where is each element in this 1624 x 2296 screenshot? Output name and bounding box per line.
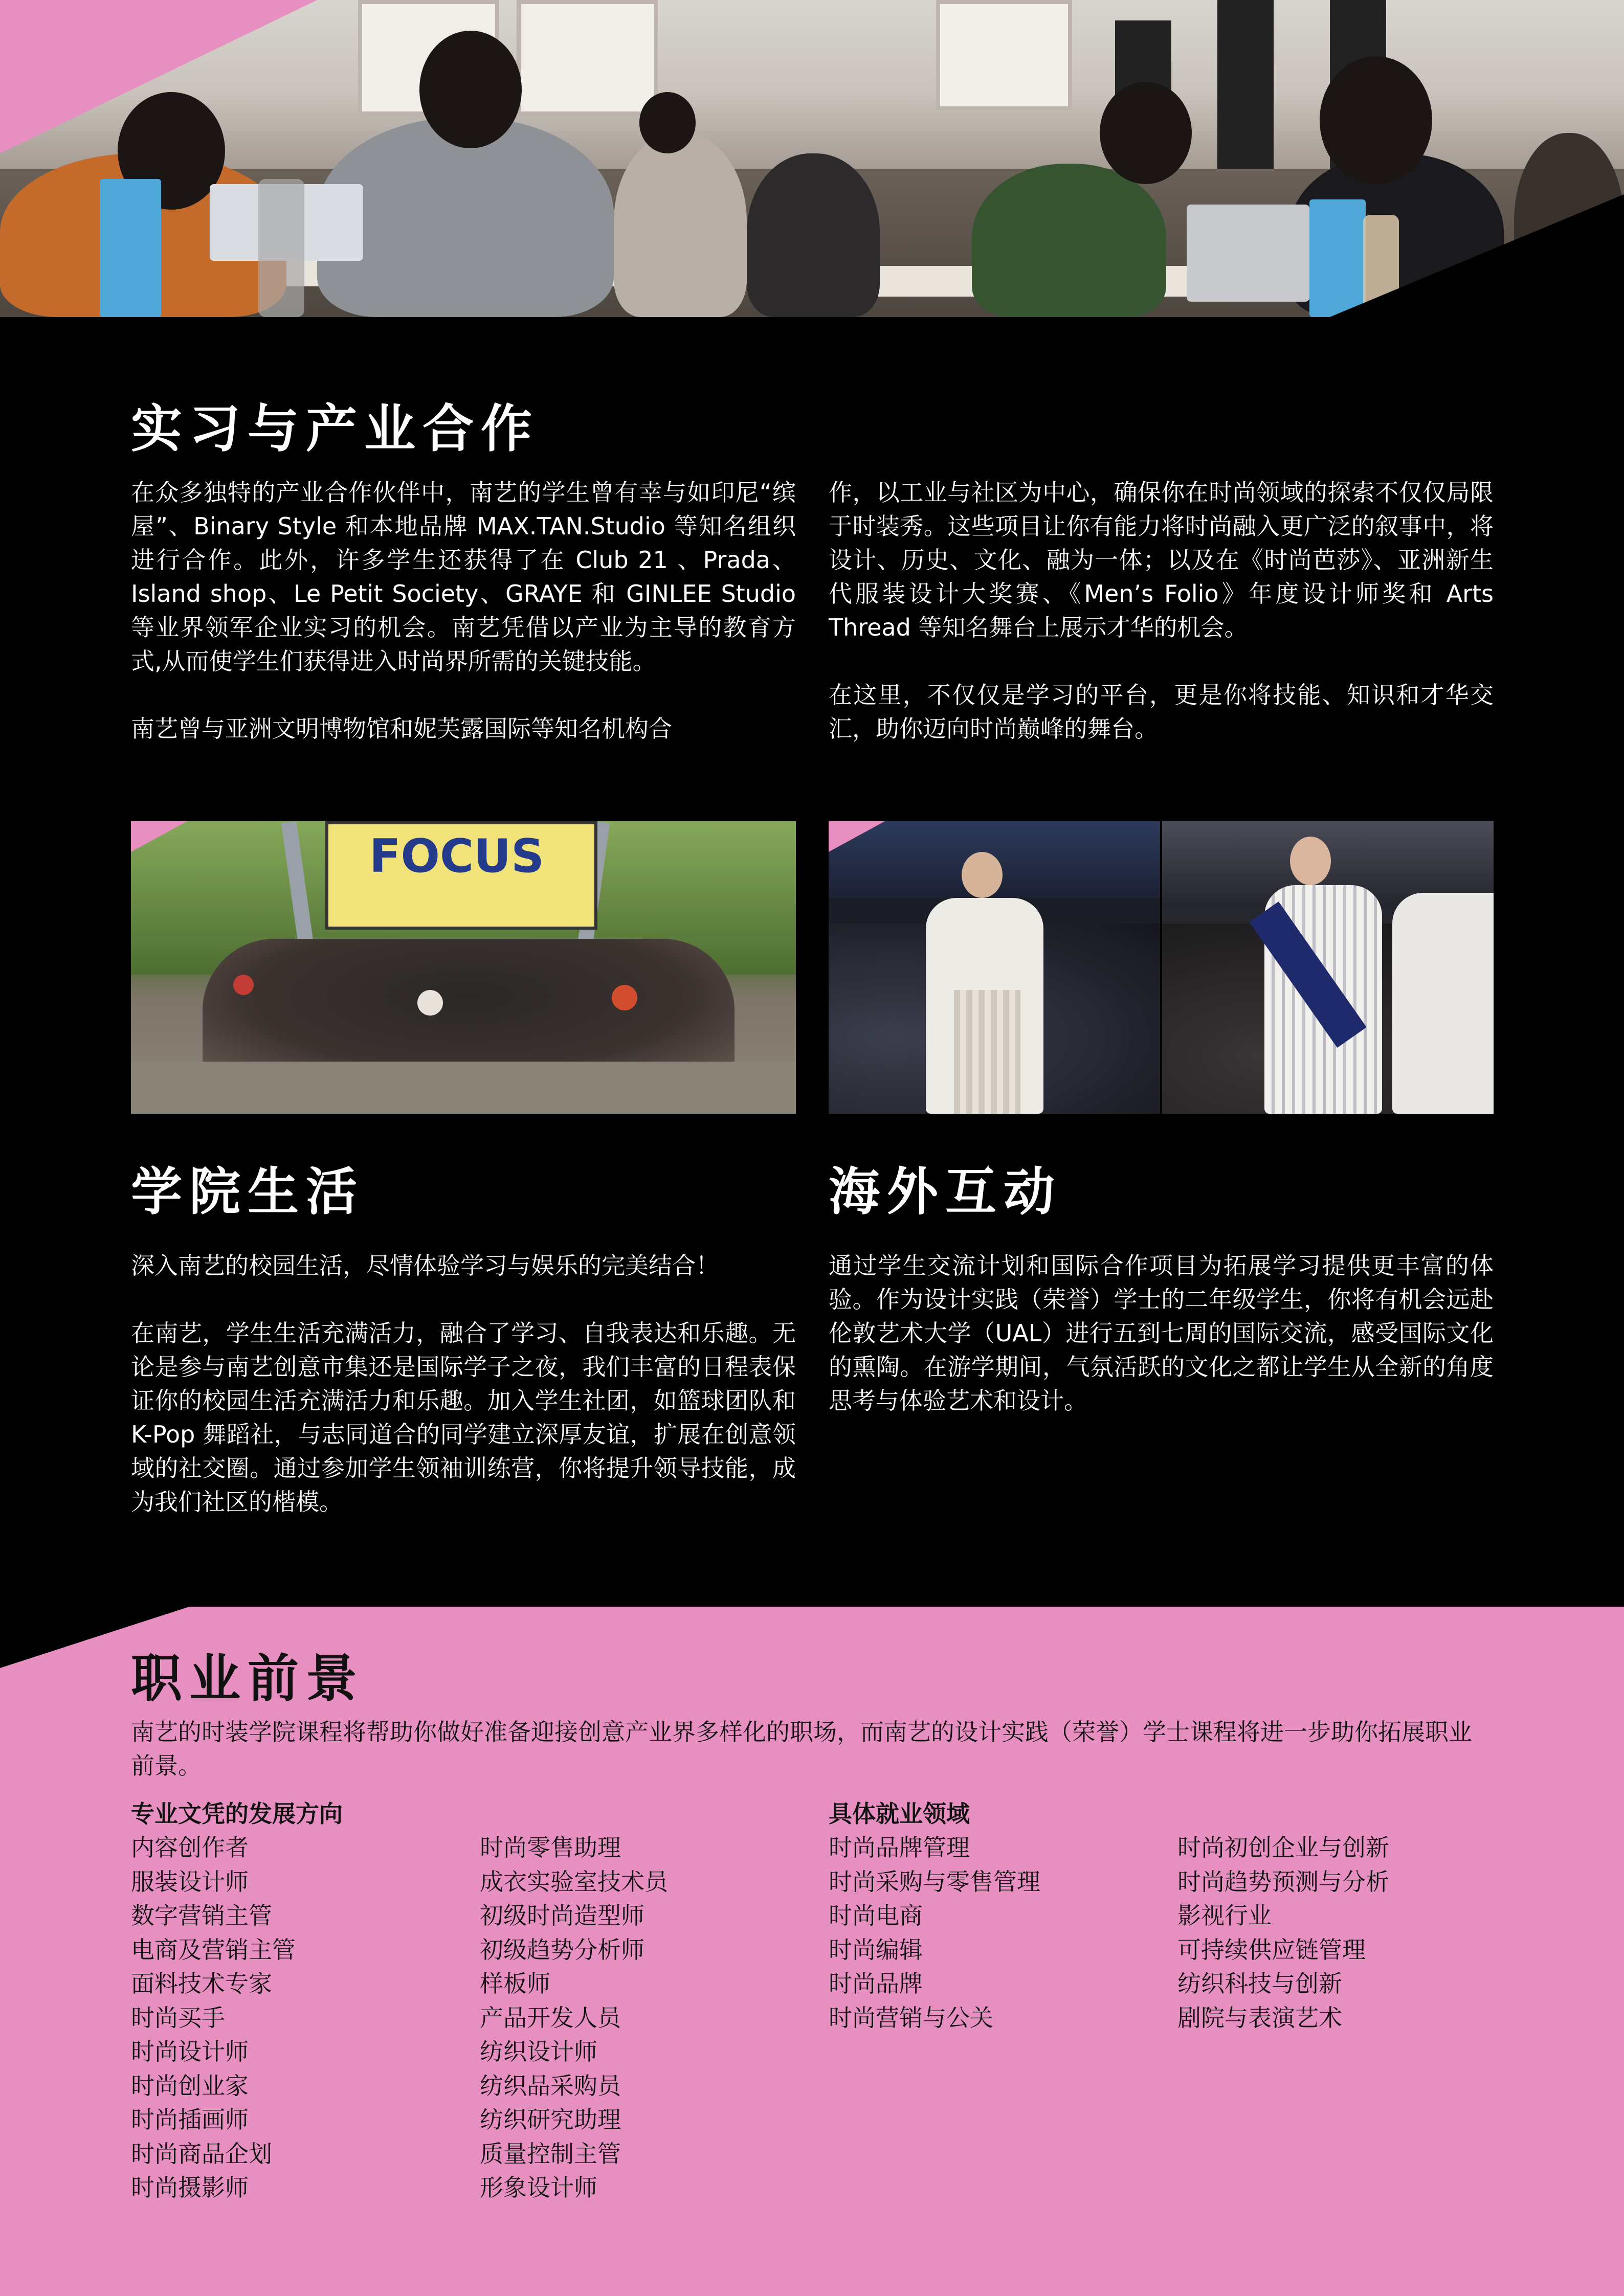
employment-list-2 [1177,1831,1495,2035]
overseas-body [829,1249,1494,1451]
fashion-show-photo-1 [829,821,1160,1114]
list-item: 产品开发人员 [480,2004,621,2032]
list-item: 时尚插画师 [131,2106,249,2133]
employment-heading: 具体就业领域 [829,1800,970,1828]
list-item: 时尚摄影师 [131,2174,249,2201]
list-item: 时尚采购与零售管理 [829,1867,1040,1896]
internship-paragraph: 在众多独特的产业合作伙伴中，南艺的学生曾有幸与如印尼“缤屋”、Binary Style 和本地品牌 MAX.TAN.Studio 等知名组织进行合作。此外，许多学生还获得了在 Club 21 、Prada、Island shop、Le Petit Society、GRAYE 和 GINLEE Studio 等业界领军企业实习的机会。南艺凭借以产业为主导的教育方式,从而使学生们获得进入时尚界所需的关键技能。 [131,479,796,675]
career-section [0,1607,1624,2296]
overseas-paragraph: 通过学生交流计划和国际合作项目为拓展学习提供更丰富的体验。作为设计实践（荣誉）学士的二年级学生，你将有机会远赴伦敦艺术大学（UAL）进行五到七周的国际交流，感受国际文化的熏陶。在游学期间，气氛活跃的文化之都让学生从全新的角度思考与体验艺术和设计。 [829,1252,1494,1414]
diploma-list-2 [480,1831,797,2205]
fashion-show-photo-2 [1162,821,1494,1114]
list-item: 时尚零售助理 [480,1834,621,1861]
list-item: 时尚趋势预测与分析 [1177,1867,1389,1896]
list-item: 时尚电商 [829,1902,923,1929]
internship-paragraph: 作，以工业与社区为中心，确保你在时尚领域的探索不仅仅局限于时装秀。这些项目让你有能力将时尚融入更广泛的叙事中，将设计、历史、文化、融为一体；以及在《时尚芭莎》、亚洲新生代服装设计大奖赛、《Men’s Folio》年度设计师奖和 Arts Thread 等知名舞台上展示才华的机会。 [829,479,1494,641]
diploma-heading: 专业文凭的发展方向 [131,1800,343,1828]
diploma-block [131,1797,796,2201]
header-photo [0,0,1624,317]
list-item: 时尚商品企划 [131,2140,272,2168]
list-item: 时尚品牌 [829,1970,923,1997]
list-item: 初级时尚造型师 [480,1902,644,1929]
campus-life-paragraph: 在南艺，学生生活充满活力，融合了学习、自我表达和乐趣。无论是参与南艺创意市集还是国际学子之夜，我们丰富的日程表保证你的校园生活充满活力和乐趣。加入学生社团，如篮球团队和 K-Pop 舞蹈社，与志同道合的同学建立深厚友谊，扩展在创意领域的社交圈。通过参加学生领袖训练营，你将提升领导技能，成为我们社区的楷模。 [131,1319,796,1516]
campus-group-photo [131,821,796,1114]
employment-list-1 [829,1831,1166,2035]
list-item: 影视行业 [1177,1902,1272,1929]
list-item: 纺织品采购员 [480,2072,621,2100]
list-item: 样板师 [480,1970,550,1997]
internship-paragraph: 南艺曾与亚洲文明博物馆和妮芙露国际等知名机构合 [131,715,672,742]
campus-life-body [131,1249,796,1552]
corner-decoration [0,0,1624,317]
list-item: 面料技术专家 [131,1970,272,1997]
focus-banner-text: FOCUS [369,829,544,883]
campus-life-paragraph: 深入南艺的校园生活，尽情体验学习与娱乐的完美结合！ [131,1252,719,1279]
list-item: 内容创作者 [131,1834,249,1861]
internship-column-2 [829,476,1494,779]
list-item: 时尚品牌管理 [829,1834,970,1861]
list-item: 数字营销主管 [131,1902,272,1929]
list-item: 时尚编辑 [829,1935,923,1964]
campus-life-title: 学院生活 [131,1162,364,1222]
list-item: 质量控制主管 [480,2140,621,2168]
list-item: 时尚营销与公关 [829,2004,993,2032]
list-item: 服装设计师 [131,1867,249,1896]
career-intro: 南艺的时装学院课程将帮助你做好准备迎接创意产业界多样化的职场，而南艺的设计实践（荣誉）学士课程将进一步助你拓展职业前景。 [131,1718,1472,1780]
employment-block [829,1797,1494,2032]
diploma-list-1 [131,1831,469,2205]
career-title: 职业前景 [131,1649,364,1708]
list-item: 纺织研究助理 [480,2106,621,2133]
internship-paragraph: 在这里，不仅仅是学习的平台，更是你将技能、知识和才华交汇，助你迈向时尚巅峰的舞台。 [829,681,1494,742]
list-item: 时尚设计师 [131,2038,249,2065]
internship-title: 实习与产业合作 [131,399,539,459]
list-item: 可持续供应链管理 [1177,1935,1366,1964]
list-item: 纺织设计师 [480,2038,597,2065]
corner-decoration [829,821,1160,1114]
list-item: 剧院与表演艺术 [1177,2004,1342,2032]
internship-column-1 [131,476,796,779]
list-item: 时尚买手 [131,2004,225,2032]
corner-decoration [131,821,796,1114]
list-item: 形象设计师 [480,2174,597,2201]
list-item: 时尚初创企业与创新 [1177,1834,1389,1861]
list-item: 纺织科技与创新 [1177,1970,1342,1997]
list-item: 成衣实验室技术员 [480,1867,668,1896]
overseas-title: 海外互动 [829,1162,1062,1222]
list-item: 电商及营销主管 [131,1935,296,1964]
list-item: 初级趋势分析师 [480,1935,644,1964]
list-item: 时尚创业家 [131,2072,249,2100]
